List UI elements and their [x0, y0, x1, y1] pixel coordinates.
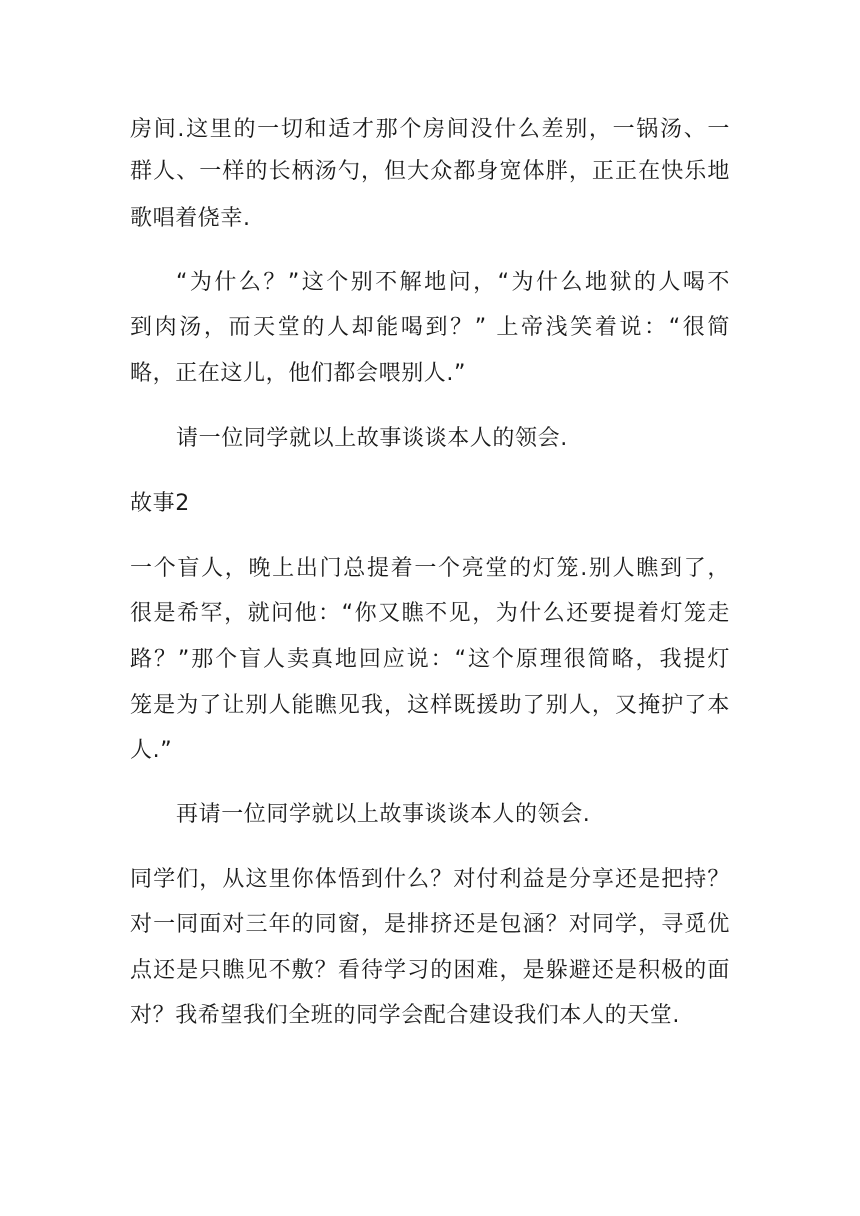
- paragraph-4-line-5: 人.”: [130, 738, 173, 763]
- paragraph-2-line-1: “为什么？”这个别不解地问，“为什么地狱的人喝不: [176, 270, 730, 295]
- paragraph-4-line-2: 很是希罕，就问他：“你又瞧不见，为什么还要提着灯笼走: [130, 601, 730, 626]
- paragraph-6-line-1: 同学们，从这里你体悟到什么？对付利益是分享还是把持？: [130, 867, 730, 892]
- paragraph-6-line-4: 对？我希望我们全班的同学会配合建设我们本人的天堂.: [130, 1003, 680, 1028]
- paragraph-4-line-4: 笼是为了让别人能瞧见我，这样既援助了别人，又掩护了本: [130, 693, 730, 718]
- paragraph-4-line-3: 路？”那个盲人卖真地回应说：“这个原理很简略，我提灯: [130, 647, 730, 672]
- paragraph-3: 请一位同学就以上故事谈谈本人的领会.: [176, 426, 568, 451]
- paragraph-1-line-2: 群人、一样的长柄汤勺，但大众都身宽体胖，正正在快乐地: [130, 159, 730, 184]
- story-2-heading: 故事2: [130, 491, 190, 516]
- paragraph-1-line-1: 房间.这里的一切和适才那个房间没什么差别，一锅汤、一: [130, 117, 730, 142]
- paragraph-6-line-3: 点还是只瞧见不敷？看待学习的困难，是躲避还是积极的面: [130, 958, 730, 983]
- paragraph-5: 再请一位同学就以上故事谈谈本人的领会.: [176, 802, 591, 827]
- paragraph-2-line-3: 略，正在这儿，他们都会喂别人.”: [130, 361, 466, 386]
- paragraph-4-line-1: 一个盲人，晚上出门总提着一个亮堂的灯笼.别人瞧到了，: [130, 556, 730, 581]
- paragraph-1-line-3: 歌唱着侥幸.: [130, 206, 251, 231]
- paragraph-2-line-2: 到肉汤，而天堂的人却能喝到？” 上帝浅笑着说：“很简: [130, 315, 730, 340]
- paragraph-6-line-2: 对一同面对三年的同窗，是排挤还是包涵？对同学，寻觅优: [130, 912, 730, 937]
